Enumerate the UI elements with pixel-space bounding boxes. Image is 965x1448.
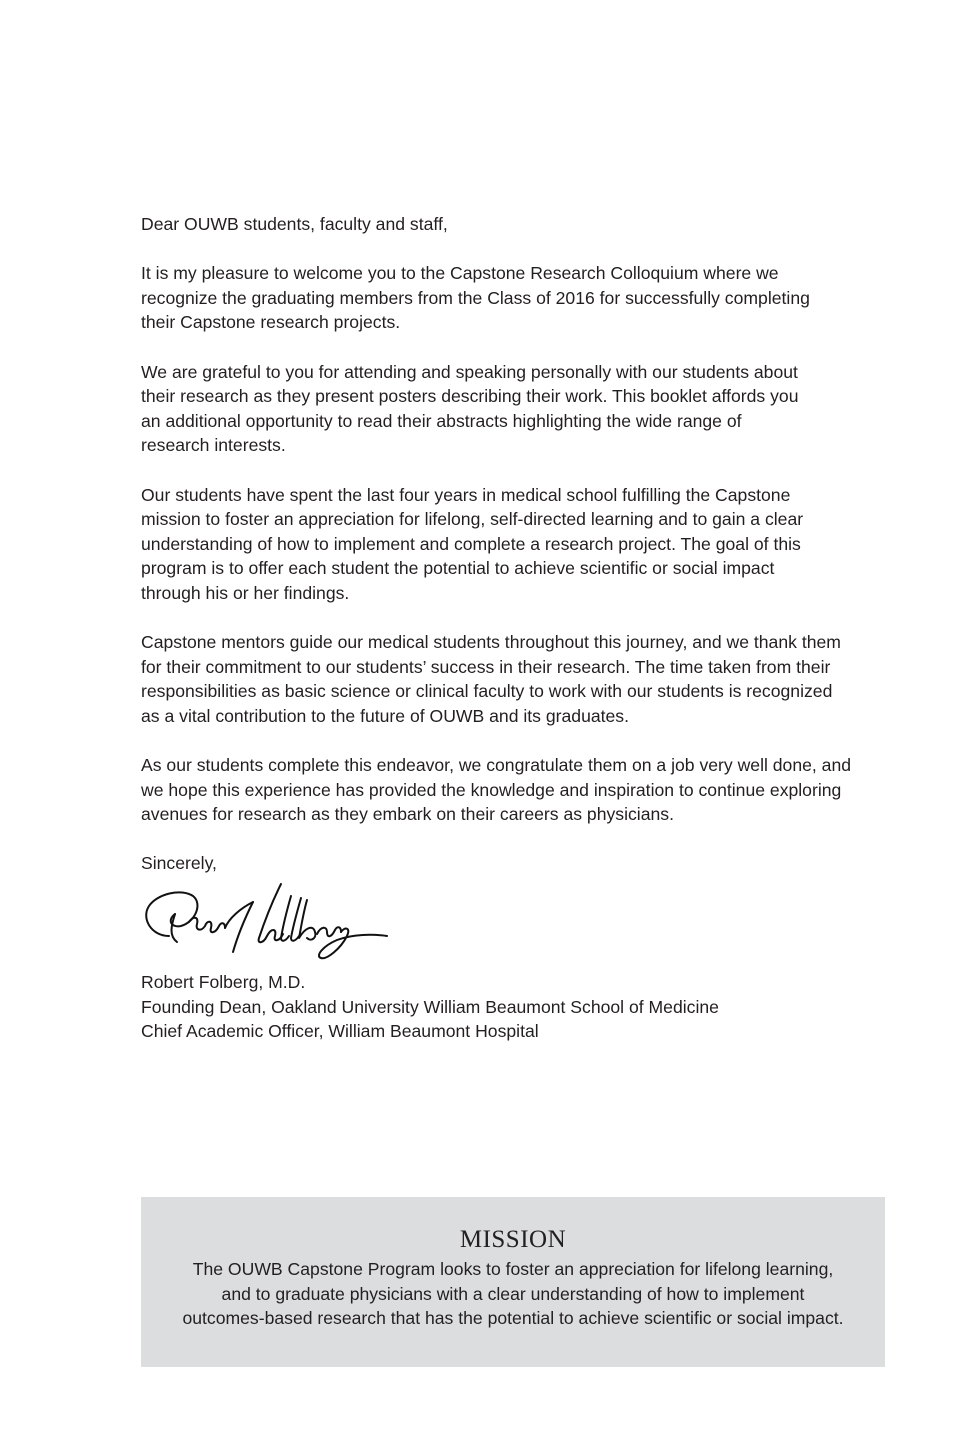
signer-title: Chief Academic Officer, William Beaumont Hospital	[141, 1021, 539, 1042]
letter-paragraph	[141, 261, 901, 335]
paragraph-line: avenues for research as they embark on their careers as physicians.	[141, 804, 674, 825]
paragraph-line: understanding of how to implement and complete a research project. The goal of this	[141, 533, 801, 554]
paragraph-line: Our students have spent the last four years in medical school fulfilling the Capstone	[141, 484, 791, 505]
letter-paragraph	[141, 753, 901, 827]
paragraph-line: recognize the graduating members from the Class of 2016 for successfully completing	[141, 287, 810, 308]
paragraph-line: through his or her findings.	[141, 582, 350, 603]
paragraph-line: Capstone mentors guide our medical students throughout this journey, and we thank them	[141, 632, 841, 653]
mission-line: and to graduate physicians with a clear understanding of how to implement	[221, 1283, 805, 1304]
mission-box	[141, 1197, 885, 1367]
paragraph-line: responsibilities as basic science or clinical faculty to work with our students is recognized	[141, 681, 833, 702]
handwritten-signature	[141, 878, 391, 970]
letter-paragraph	[141, 630, 901, 728]
paragraph-line: As our students complete this endeavor, we congratulate them on a job very well done, and	[141, 755, 852, 776]
paragraph-line: for their commitment to our students’ success in their research. The time taken from their	[141, 656, 831, 677]
paragraph-line: It is my pleasure to welcome you to the Capstone Research Colloquium where we	[141, 263, 779, 284]
mission-line: outcomes-based research that has the potential to achieve scientific or social impact.	[182, 1308, 844, 1329]
letter-paragraph	[141, 483, 901, 606]
mission-line: The OUWB Capstone Program looks to foster an appreciation for lifelong learning,	[192, 1259, 834, 1279]
paragraph-line: their research as they present posters describing their work. This booklet affords you	[141, 386, 799, 407]
signer-block	[141, 970, 901, 1044]
paragraph-line: their Capstone research projects.	[141, 312, 401, 333]
paragraph-line: We are grateful to you for attending and speaking personally with our students about	[141, 361, 798, 382]
mission-statement	[141, 1257, 885, 1331]
paragraph-line: we hope this experience has provided the knowledge and inspiration to continue exploring	[141, 779, 842, 800]
paragraph-line: mission to foster an appreciation for lifelong, self-directed learning and to gain a clear	[141, 509, 804, 530]
welcome-letter	[141, 212, 901, 1044]
paragraph-line: program is to offer each student the potential to achieve scientific or social impact	[141, 558, 775, 579]
letter-closing: Sincerely,	[141, 853, 217, 874]
signer-name: Robert Folberg, M.D.	[141, 972, 306, 993]
paragraph-line: an additional opportunity to read their abstracts highlighting the wide range of	[141, 410, 742, 431]
signer-title: Founding Dean, Oakland University William Beaumont School of Medicine	[141, 996, 719, 1017]
letter-salutation: Dear OUWB students, faculty and staff,	[141, 214, 448, 234]
letter-paragraph	[141, 360, 901, 458]
mission-title: MISSION	[459, 1226, 567, 1253]
paragraph-line: as a vital contribution to the future of OUWB and its graduates.	[141, 705, 629, 726]
paragraph-line: research interests.	[141, 435, 286, 456]
